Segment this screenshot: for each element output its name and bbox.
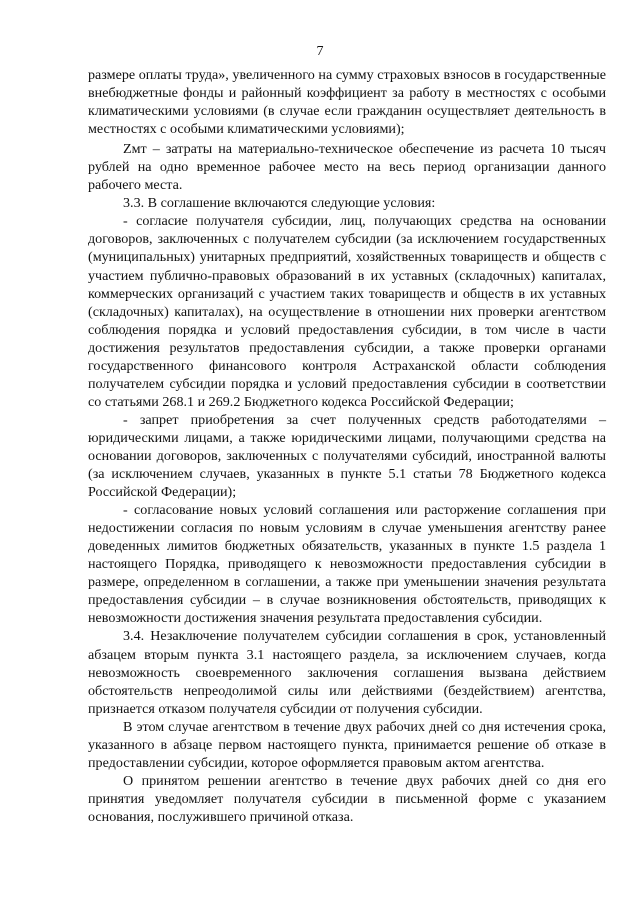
- paragraph-currency-ban: - запрет приобретения за счет полученных средств работодателями – юридическими лицами, а также юридическими лицами, получающими средства на основании договоров, заключенных с получателями субсидий, иностранной валюты (за исключением случаев, указанных в пункте 5.1 статьи 78 Бюджетного кодекса Российской Федерации);: [88, 411, 606, 501]
- paragraph-zmt-definition: Zмт – затраты на материально-техническое обеспечение из расчета 10 тысяч рублей на одно временное рабочее место на весь период организации данного рабочего места.: [88, 141, 606, 194]
- paragraph-consent-condition: - согласие получателя субсидии, лиц, получающих средства на основании договоров, заключенных с получателем субсидии (за исключением государственных (муниципальных) унитарных предприятий, хозяйственных товариществ и обществ с участием публично-правовых образований в их уставных (складочных) капиталах, коммерческих организаций с участием таких товариществ и обществ в их уставных (складочных) капиталах), на осуществление в отношении них проверки агентством соблюдения порядка и условий предоставления субсидии, в том числе в части достижения результатов предоставления субсидии, а также проверки органами государственного финансового контроля Астраханской области соблюдения получателем субсидии порядка и условий предоставления субсидии в соответствии со статьями 268.1 и 269.2 Бюджетного кодекса Российской Федерации;: [88, 213, 606, 410]
- paragraph-3-3-heading: 3.3. В соглашение включаются следующие условия:: [123, 195, 436, 212]
- paragraph-new-conditions: - согласование новых условий соглашения или расторжение соглашения при недостижении согласия по новым условиям в случае уменьшения агентству ранее доведенных лимитов бюджетных обязательств, указанных в пункте 1.5 раздела 1 настоящего Порядка, приводящего к невозможности предоставления субсидии в размере, определенном в соглашении, а также при уменьшении значения результата предоставления субсидии – в случае возникновения обстоятельств, приводящих к невозможности достижения значения результата предоставления субсидии.: [88, 502, 606, 627]
- document-body: [88, 66, 606, 826]
- paragraph-notification: О принятом решении агентство в течение двух рабочих дней со дня его принятия уведомляет получателя субсидии в письменной форме с указанием основания, послужившего причиной отказа.: [88, 772, 606, 825]
- page-number: 7: [316, 44, 324, 59]
- paragraph-3-4: 3.4. Незаключение получателем субсидии соглашения в срок, установленный абзацем вторым пункта 3.1 настоящего раздела, за исключением случаев, когда невозможность своевременного заключения соглашения вызвана действием обстоятельств непреодолимой силы или действиями (бездействием) агентства, признается отказом получателя субсидии от получения субсидии.: [88, 628, 606, 717]
- paragraph-continuation: размере оплаты труда», увеличенного на сумму страховых взносов в государственные внебюджетные фонды и районный коэффициент за работу в местностях с особыми климатическими условиями (в случае если гражданин осуществляет деятельность в местностях с особыми климатическими условиями);: [88, 67, 606, 138]
- paragraph-refusal-decision: В этом случае агентством в течение двух рабочих дней со дня истечения срока, указанного в абзаце первом настоящего пункта, принимается решение об отказе в предоставлении субсидии, которое оформляется правовым актом агентства.: [88, 718, 606, 771]
